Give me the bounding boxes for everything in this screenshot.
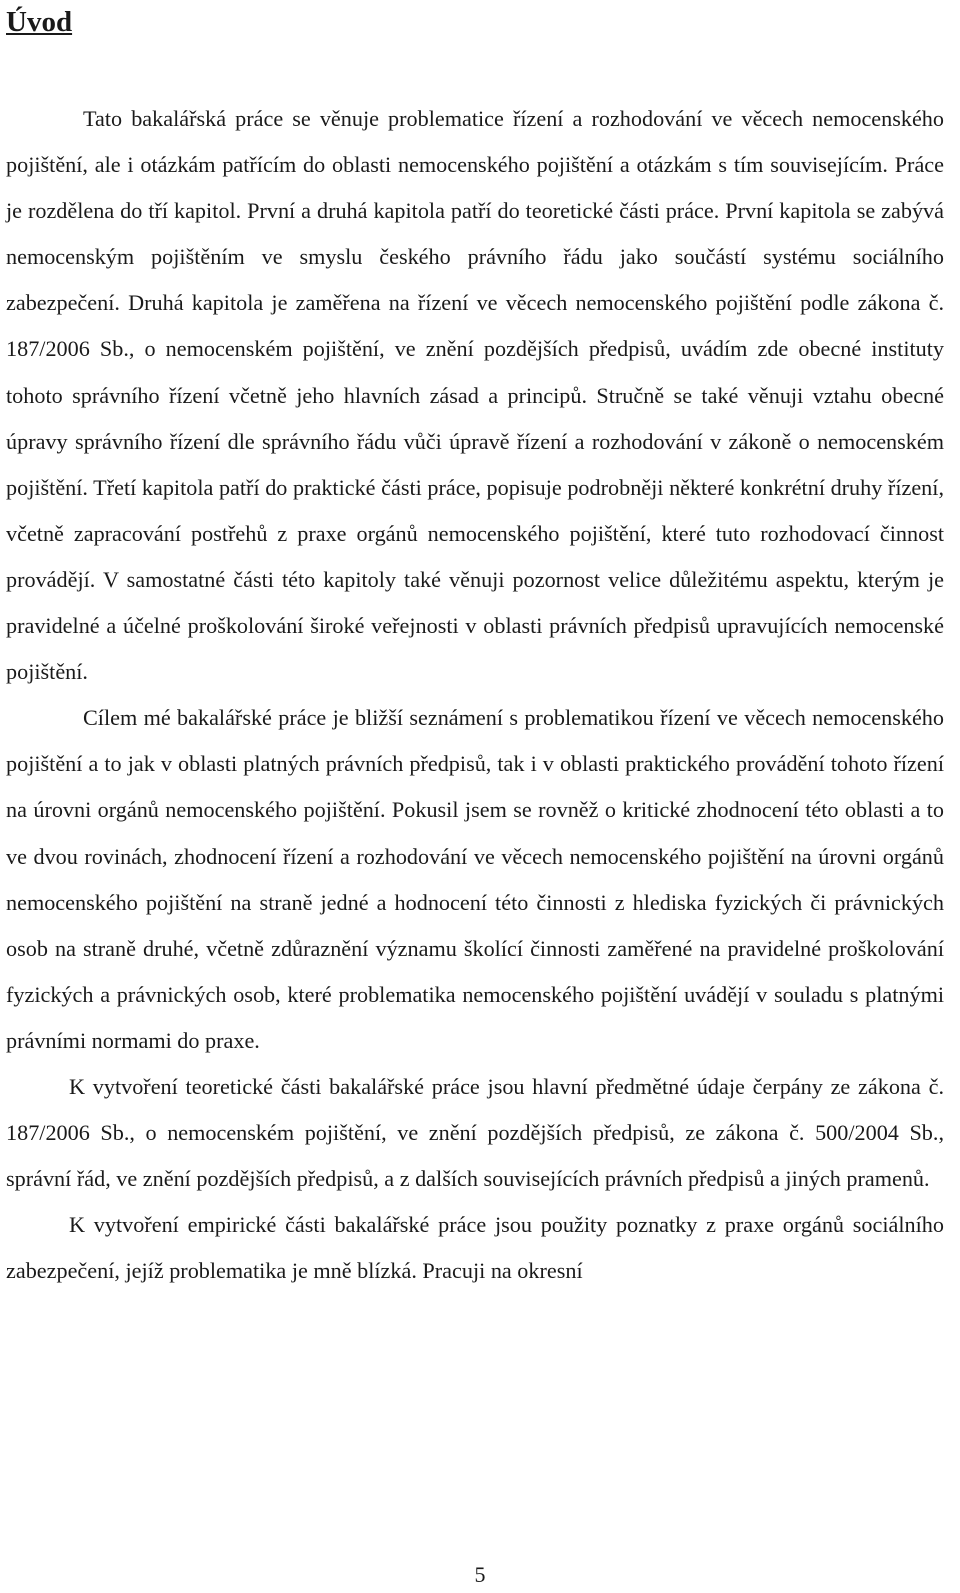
document-body bbox=[6, 96, 944, 1294]
page-number: 5 bbox=[474, 1562, 486, 1587]
paragraph-theoretical-sources: K vytvoření teoretické části bakalářské práce jsou hlavní předmětné údaje čerpány ze zákona č. 187/2006 Sb., o nemocenském pojištění, ve znění pozdějších předpisů, ze zákona č. 500/2004 Sb., správní řád, ve znění pozdějších předpisů, a z dalších souvisejících právních předpisů a jiných pramenů. bbox=[6, 1073, 944, 1192]
page-title: Úvod bbox=[6, 6, 73, 38]
paragraph-introduction: Tato bakalářská práce se věnuje problematice řízení a rozhodování ve věcech nemocenského pojištění, ale i otázkám patřícím do oblasti nemocenského pojištění a otázkám s tím souvisejícím. Práce je rozdělena do tří kapitol. První a druhá kapitola patří do teoretické části práce. První kapitola se zabývá nemocenským pojištěním ve smyslu českého právního řádu jako součástí systému sociálního zabezpečení. Druhá kapitola je zaměřena na řízení ve věcech nemocenského pojištění podle zákona č. 187/2006 Sb., o nemocenském pojištění, ve znění pozdějších předpisů, uvádím zde obecné instituty tohoto správního řízení včetně jeho hlavních zásad a principů. Stručně se také věnuji vztahu obecné úpravy správního řízení dle správního řádu vůči úpravě řízení a rozhodování v zákoně o nemocenském pojištění. Třetí kapitola patří do praktické části práce, popisuje podrobněji některé konkrétní druhy řízení, včetně zapracování postřehů z praxe orgánů nemocenského pojištění, které tuto rozhodovací činnost provádějí. V samostatné části této kapitoly také věnuji pozornost velice důležitému aspektu, kterým je pravidelné a účelné proškolování široké veřejnosti v oblasti právních předpisů upravujících nemocenské pojištění. bbox=[6, 106, 944, 685]
paragraph-goal: Cílem mé bakalářské práce je bližší seznámení s problematikou řízení ve věcech nemocenského pojištění a to jak v oblasti platných právních předpisů, tak i v oblasti praktického provádění tohoto řízení na úrovni orgánů nemocenského pojištění. Pokusil jsem se rovněž o kritické zhodnocení této oblasti a to ve dvou rovinách, zhodnocení řízení a rozhodování ve věcech nemocenského pojištění na úrovni orgánů nemocenského pojištění na straně jedné a hodnocení této činnosti z hlediska fyzických či právnických osob na straně druhé, včetně zdůraznění významu školící činnosti zaměřené na pravidelné proškolování fyzických a právnických osob, které problematika nemocenského pojištění uvádějí v souladu s platnými právními normami do praxe. bbox=[6, 705, 944, 1053]
paragraph-empirical-sources: K vytvoření empirické části bakalářské práce jsou použity poznatky z praxe orgánů sociálního zabezpečení, jejíž problematika je mně blízká. Pracuji na okresní bbox=[6, 1212, 944, 1284]
